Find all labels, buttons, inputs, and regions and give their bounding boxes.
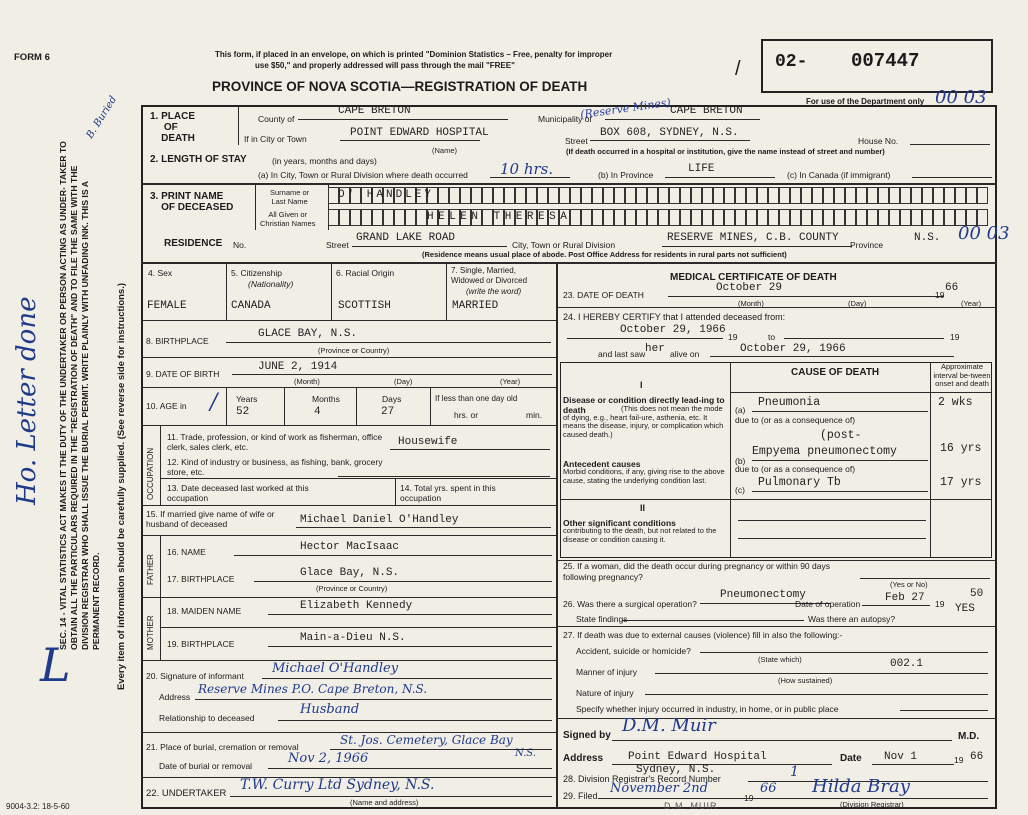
operation-date-label: Date of operation bbox=[795, 599, 861, 609]
nature-of-injury-label: Nature of injury bbox=[576, 688, 634, 698]
residence-division-value: RESERVE MINES, C.B. COUNTY bbox=[667, 232, 839, 244]
marital-status-value: MARRIED bbox=[452, 300, 499, 312]
residence-province-value: N.S. bbox=[914, 232, 941, 244]
letter-cell bbox=[878, 209, 889, 226]
informant-signature-label: 20. Signature of informant bbox=[146, 671, 244, 681]
cause-of-death-title: CAUSE OF DEATH bbox=[791, 367, 880, 378]
part-two-label: II bbox=[640, 503, 646, 513]
letter-cell bbox=[614, 187, 625, 204]
manner-of-injury-value: 002.1 bbox=[890, 658, 924, 670]
burial-place-value: St. Jos. Cemetery, Glace Bay bbox=[340, 733, 513, 747]
age-less-than-day-label: If less than one day old bbox=[435, 394, 518, 403]
letter-cell bbox=[702, 209, 713, 226]
length-of-stay-label: 2. LENGTH OF STAY bbox=[150, 154, 247, 165]
letter-cell bbox=[515, 187, 526, 204]
name-sublabel: (Name) bbox=[432, 146, 458, 155]
surname-value: O' HANDLEY bbox=[338, 189, 435, 201]
county-value: CAPE BRETON bbox=[338, 105, 411, 117]
letter-cell bbox=[570, 209, 581, 226]
father-birthplace-value: Glace Bay, N.S. bbox=[300, 567, 400, 579]
death-year-sublabel: (Year) bbox=[961, 299, 982, 308]
letter-cell bbox=[735, 187, 746, 204]
filed-label: 29. Filed bbox=[563, 791, 598, 801]
letter-cell bbox=[889, 187, 900, 204]
sex-label: 4. Sex bbox=[148, 268, 173, 278]
age-check-mark: / bbox=[210, 390, 218, 415]
signed-by-value: D.M. Muir bbox=[622, 715, 716, 736]
letter-cell bbox=[680, 209, 691, 226]
letter-cell bbox=[647, 209, 658, 226]
due-to-label-2: due to (or as a consequence of) bbox=[735, 464, 856, 474]
letter-cell bbox=[900, 209, 911, 226]
informant-signature-value: Michael O'Handley bbox=[272, 661, 399, 676]
industry-label: 12. Kind of industry or business, as fishing, bank, grocery store, etc. bbox=[167, 457, 383, 477]
date-of-birth-value: JUNE 2, 1914 bbox=[258, 361, 338, 373]
informant-address-label: Address bbox=[159, 692, 191, 702]
occupation-side-label: OCCUPATION bbox=[146, 447, 155, 500]
record-number-label: 28. Division Registrar's Record Number bbox=[563, 774, 721, 784]
date-of-death-century: 19 bbox=[935, 290, 945, 300]
attended-label: 24. I HEREBY CERTIFY that I attended deceased from: bbox=[563, 312, 786, 322]
letter-cell bbox=[504, 187, 515, 204]
letter-cell bbox=[713, 187, 724, 204]
stay-province-label: (b) In Province bbox=[598, 170, 654, 180]
trade-value: Housewife bbox=[398, 436, 458, 448]
mother-maiden-label: 18. MAIDEN NAME bbox=[167, 606, 242, 616]
letter-cell bbox=[757, 187, 768, 204]
letter-cell bbox=[878, 187, 889, 204]
registration-number-box bbox=[761, 39, 993, 93]
letter-cell bbox=[845, 209, 856, 226]
cause-c-value: Pulmonary Tb bbox=[758, 476, 841, 489]
burial-date-value: Nov 2, 1966 bbox=[288, 751, 369, 766]
injury-place-label: Specify whether injury occurred in industry, in home, or in public place bbox=[576, 704, 839, 714]
letter-cell bbox=[812, 187, 823, 204]
letter-cell bbox=[438, 187, 449, 204]
birthplace-value: GLACE BAY, N.S. bbox=[258, 328, 358, 340]
place-of-death-label: 1. PLACE OF DEATH bbox=[150, 111, 196, 144]
letter-cell bbox=[636, 209, 647, 226]
signed-address-label: Address bbox=[563, 753, 604, 764]
age-days-label: Days bbox=[382, 394, 402, 404]
letter-cell bbox=[449, 187, 460, 204]
residence-street-label: Street bbox=[326, 240, 349, 250]
letter-cell bbox=[856, 187, 867, 204]
envelope-note-1: This form, if placed in an envelope, on which is printed "Dominion Statistics – Free, penalty for improper bbox=[215, 50, 613, 59]
trade-label: 11. Trade, profession, or kind of work as fisherman, office clerk, sales clerk, etc. bbox=[167, 432, 383, 452]
letter-cell bbox=[471, 187, 482, 204]
residence-label: RESIDENCE bbox=[164, 238, 223, 249]
other-conditions-label: Other significant conditions bbox=[563, 518, 676, 528]
letter-cell bbox=[845, 187, 856, 204]
death-day-sublabel: (Day) bbox=[848, 299, 867, 308]
letter-cell bbox=[944, 209, 955, 226]
medical-certificate-title: MEDICAL CERTIFICATE OF DEATH bbox=[670, 272, 837, 283]
letter-cell bbox=[350, 209, 361, 226]
residence-no-label: No. bbox=[233, 240, 247, 250]
letter-cell bbox=[790, 187, 801, 204]
birthplace-sublabel: (Province or Country) bbox=[318, 346, 390, 355]
letter-cell bbox=[482, 187, 493, 204]
antecedent-label: Antecedent causes bbox=[563, 459, 641, 469]
letter-cell bbox=[339, 209, 350, 226]
margin-buried-note: B. Buried bbox=[84, 94, 120, 141]
pregnancy-question-label: 25. If a woman, did the death occur during pregnancy or within 90 days following pregnancy? bbox=[563, 561, 830, 582]
letter-cell bbox=[922, 209, 933, 226]
letter-cell bbox=[581, 187, 592, 204]
letter-cell bbox=[658, 187, 669, 204]
given-names-value: HELEN THERESA bbox=[427, 211, 572, 223]
municipality-label: Municipality of bbox=[538, 114, 592, 124]
margin-letter-note: Ho. Letter done bbox=[12, 296, 42, 505]
vital-statistics-act-note: SEC. 14 - VITAL STATISTICS ACT MAKES IT THE DUTY OF THE UNDERTAKER OR PERSON ACTING AS UNDER- TAKER TO OBTAIN ALL THE PARTICULARS REQUIRED IN THE "REGISTRATION OF DEATH" AND TO FILE THE SAME WITH THE DIVISION REGISTRAR WHO SHALL ISSUE THE BURIAL PERMIT. WRITE PLAINLY WITH UNFADING INK. THIS IS A PERMANENT RECORD. bbox=[58, 141, 101, 650]
date-of-death-label: 23. DATE OF DEATH bbox=[563, 290, 644, 300]
county-label: County of bbox=[258, 114, 295, 124]
dob-year-sublabel: (Year) bbox=[500, 377, 521, 386]
envelope-note-2: use $50," and properly addressed will pass through the mail "FREE" bbox=[255, 61, 515, 70]
letter-cell bbox=[900, 187, 911, 204]
street-value: BOX 608, SYDNEY, N.S. bbox=[600, 127, 739, 139]
relationship-value: Husband bbox=[300, 702, 360, 717]
sex-value: FEMALE bbox=[147, 300, 187, 312]
letter-cell bbox=[757, 209, 768, 226]
citizenship-label: 5. Citizenship bbox=[231, 268, 283, 278]
cause-c-marker: (c) bbox=[735, 485, 745, 495]
alive-on-label: alive on bbox=[670, 349, 700, 359]
letter-cell bbox=[372, 209, 383, 226]
stamp-text: D.M. MUIR bbox=[664, 801, 718, 811]
mother-birthplace-label: 19. BIRTHPLACE bbox=[167, 639, 235, 649]
registrar-signature: Hilda Bray bbox=[812, 776, 910, 797]
signed-date-century: 19 bbox=[954, 755, 964, 765]
letter-cell bbox=[592, 187, 603, 204]
letter-cell bbox=[647, 187, 658, 204]
age-minutes-label: min. bbox=[526, 410, 543, 420]
letter-cell bbox=[537, 187, 548, 204]
letter-cell bbox=[383, 209, 394, 226]
external-causes-label: 27. If death was due to external causes (violence) fill in also the following:- bbox=[563, 630, 843, 640]
age-label: 10. AGE in bbox=[146, 401, 187, 411]
given-names-label: All Given or Christian Names bbox=[260, 210, 316, 228]
signed-date-year: 66 bbox=[970, 751, 984, 763]
pregnancy-sublabel: (Yes or No) bbox=[890, 580, 928, 589]
letter-cell bbox=[570, 187, 581, 204]
dob-month-sublabel: (Month) bbox=[294, 377, 320, 386]
letter-cell bbox=[405, 209, 416, 226]
undertaker-label: 22. UNDERTAKER bbox=[146, 788, 227, 799]
letter-cell bbox=[768, 187, 779, 204]
signed-address-value: Point Edward Hospital bbox=[628, 751, 767, 763]
letter-cell bbox=[691, 187, 702, 204]
letter-cell bbox=[823, 209, 834, 226]
death-month-sublabel: (Month) bbox=[738, 299, 764, 308]
accident-label: Accident, suicide or homicide? bbox=[576, 646, 691, 656]
burial-date-label: Date of burial or removal bbox=[159, 761, 253, 771]
direct-cause-label: Disease or condition directly lead-ing to death bbox=[563, 395, 725, 415]
letter-cell bbox=[526, 187, 537, 204]
letter-cell bbox=[746, 209, 757, 226]
age-months-label: Months bbox=[312, 394, 340, 404]
operation-date-century: 19 bbox=[935, 599, 945, 609]
letter-cell bbox=[867, 187, 878, 204]
letter-cell bbox=[779, 209, 790, 226]
date-of-death-value: October 29 bbox=[716, 282, 783, 294]
letter-cell bbox=[581, 209, 592, 226]
letter-cell bbox=[823, 187, 834, 204]
autopsy-label: Was there an autopsy? bbox=[808, 614, 896, 624]
manner-of-injury-label: Manner of injury bbox=[576, 667, 637, 677]
letter-cell bbox=[548, 187, 559, 204]
burial-place-label: 21. Place of burial, cremation or removal bbox=[146, 742, 299, 752]
how-sustained-sublabel: (How sustained) bbox=[778, 676, 833, 685]
letter-cell bbox=[834, 187, 845, 204]
house-number-label: House No. bbox=[858, 136, 899, 146]
print-name-label: 3. PRINT NAME OF DECEASED bbox=[150, 191, 234, 213]
cause-a-value: Pneumonia bbox=[758, 396, 821, 409]
md-label: M.D. bbox=[958, 731, 980, 742]
stay-province-value: LIFE bbox=[688, 163, 715, 175]
letter-cell bbox=[625, 187, 636, 204]
letter-cell bbox=[856, 209, 867, 226]
surgical-operation-value: Pneumonectomy bbox=[720, 589, 806, 601]
residence-street-value: GRAND LAKE ROAD bbox=[356, 232, 456, 244]
cause-b-marker: (b) bbox=[735, 456, 746, 466]
letter-cell bbox=[746, 187, 757, 204]
father-birthplace-label: 17. BIRTHPLACE bbox=[167, 574, 235, 584]
letter-cell bbox=[933, 209, 944, 226]
letter-cell bbox=[955, 187, 966, 204]
letter-cell bbox=[460, 187, 471, 204]
letter-cell bbox=[636, 187, 647, 204]
letter-cell bbox=[493, 187, 504, 204]
stay-city-value: 10 hrs. bbox=[500, 160, 554, 178]
letter-cell bbox=[944, 187, 955, 204]
surgical-operation-label: 26. Was there a surgical operation? bbox=[563, 599, 697, 609]
letter-cell bbox=[669, 187, 680, 204]
attended-from-value: October 29, 1966 bbox=[620, 324, 726, 336]
registrar-sublabel: (Division Registrar) bbox=[840, 800, 904, 809]
state-which-sublabel: (State which) bbox=[758, 655, 802, 664]
undertaker-value: T.W. Curry Ltd Sydney, N.S. bbox=[240, 777, 435, 793]
letter-cell bbox=[680, 187, 691, 204]
residence-division-label: City, Town or Rural Division bbox=[512, 240, 616, 250]
letter-cell bbox=[768, 209, 779, 226]
city-label: If in City or Town bbox=[244, 134, 307, 144]
letter-cell bbox=[724, 187, 735, 204]
letter-cell bbox=[361, 209, 372, 226]
letter-cell bbox=[724, 209, 735, 226]
registration-number: 007447 bbox=[851, 50, 920, 72]
mother-birthplace-value: Main-a-Dieu N.S. bbox=[300, 632, 406, 644]
signed-date-label: Date bbox=[840, 753, 862, 764]
attended-from-century: 19 bbox=[728, 332, 738, 342]
citizenship-value: CANADA bbox=[231, 300, 271, 312]
cause-b-value: Empyema pneumonectomy bbox=[752, 445, 897, 458]
burial-place-province: N.S. bbox=[515, 748, 536, 759]
age-years-label: Years bbox=[236, 394, 258, 404]
residence-corner-code: 00 03 bbox=[958, 223, 1010, 244]
dob-day-sublabel: (Day) bbox=[394, 377, 413, 386]
registration-prefix: 02- bbox=[775, 52, 808, 72]
direct-cause-note: (This does not mean the mode of dying, e.g., heart fail-ure, asthenia, etc. It means the disease, injury, or complication which caused death.) bbox=[563, 404, 724, 439]
cause-a-marker: (a) bbox=[735, 405, 746, 415]
birthplace-label: 8. BIRTHPLACE bbox=[146, 336, 209, 346]
date-of-death-year: 66 bbox=[945, 282, 959, 294]
letter-cell bbox=[592, 209, 603, 226]
letter-cell bbox=[614, 209, 625, 226]
undertaker-sublabel: (Name and address) bbox=[350, 798, 419, 807]
corner-code: 00 03 bbox=[935, 87, 987, 108]
hospital-note: (If death occurred in a hospital or institution, give the name instead of street and number) bbox=[566, 147, 885, 156]
marital-status-label: 7. Single, Married, Widowed or Divorced bbox=[451, 266, 528, 285]
part-one-label: I bbox=[640, 380, 643, 390]
cause-c-interval: 17 yrs bbox=[940, 476, 982, 489]
letter-cell bbox=[559, 187, 570, 204]
age-months-value: 4 bbox=[314, 406, 321, 418]
operation-date-value: Feb 27 bbox=[885, 592, 925, 604]
filed-value: November 2nd bbox=[610, 781, 708, 796]
letter-cell bbox=[911, 209, 922, 226]
letter-cell bbox=[966, 187, 977, 204]
letter-cell bbox=[889, 209, 900, 226]
form-number: FORM 6 bbox=[14, 52, 50, 63]
street-correction: (Reserve Mines) bbox=[579, 95, 672, 122]
cause-b-prefix: (post- bbox=[820, 429, 862, 442]
stay-unit-label: (in years, months and days) bbox=[272, 156, 377, 166]
letter-cell bbox=[416, 209, 427, 226]
letter-cell bbox=[713, 209, 724, 226]
stay-city-label: (a) In City, Town or Rural Division where death occurred bbox=[258, 170, 468, 180]
municipality-value: CAPE BRETON bbox=[670, 105, 743, 117]
letter-cell bbox=[735, 209, 746, 226]
letter-cell bbox=[933, 187, 944, 204]
form-title: PROVINCE OF NOVA SCOTIA—REGISTRATION OF DEATH bbox=[212, 79, 588, 94]
letter-cell bbox=[801, 209, 812, 226]
age-hours-label: hrs. or bbox=[454, 410, 479, 420]
informant-address-value: Reserve Mines P.O. Cape Breton, N.S. bbox=[198, 682, 428, 696]
signed-city-value: Sydney, N.S. bbox=[636, 764, 716, 776]
total-years-label: 14. Total yrs. spent in this occupation bbox=[400, 483, 496, 503]
cause-b-interval: 16 yrs bbox=[940, 442, 982, 455]
spouse-label: 15. If married give name of wife or husband of deceased bbox=[146, 509, 275, 529]
letter-cell bbox=[625, 209, 636, 226]
letter-cell bbox=[702, 187, 713, 204]
father-name-label: 16. NAME bbox=[167, 547, 206, 557]
last-worked-label: 13. Date deceased last worked at this occupation bbox=[167, 483, 309, 503]
last-saw-her: her bbox=[645, 343, 665, 355]
operation-date-year: 50 bbox=[970, 588, 984, 600]
due-to-label-1: due to (or as a consequence of) bbox=[735, 415, 856, 425]
signed-by-label: Signed by bbox=[563, 730, 611, 741]
letter-cell bbox=[691, 209, 702, 226]
record-number-value: 1 bbox=[790, 764, 799, 780]
filed-year: 66 bbox=[760, 781, 777, 796]
letter-cell bbox=[328, 209, 339, 226]
attended-to-century: 19 bbox=[950, 332, 960, 342]
form-code: 9004-3.2: 18-5-60 bbox=[6, 802, 70, 811]
date-of-birth-label: 9. DATE OF BIRTH bbox=[146, 369, 220, 379]
department-use-note: For use of the Department only bbox=[806, 97, 925, 106]
racial-origin-label: 6. Racial Origin bbox=[336, 268, 395, 278]
signed-date-value: Nov 1 bbox=[884, 751, 918, 763]
street-label: Street bbox=[565, 136, 588, 146]
city-value: POINT EDWARD HOSPITAL bbox=[350, 127, 489, 139]
letter-cell bbox=[658, 209, 669, 226]
relationship-label: Relationship to deceased bbox=[159, 713, 255, 723]
letter-cell bbox=[911, 187, 922, 204]
attended-to-label: to bbox=[768, 332, 776, 342]
instructions-note: Every item of information should be carefully supplied. (See reverse side for instructions.) bbox=[116, 282, 127, 690]
letter-cell bbox=[669, 209, 680, 226]
last-saw-label: and last saw bbox=[598, 349, 646, 359]
residence-province-label: Province bbox=[850, 240, 884, 250]
letter-cell bbox=[922, 187, 933, 204]
letter-cell bbox=[977, 187, 988, 204]
letter-cell bbox=[812, 209, 823, 226]
father-side-label: FATHER bbox=[146, 554, 155, 585]
interval-label: Approximate interval be-tween onset and death bbox=[933, 362, 991, 388]
autopsy-value: YES bbox=[955, 603, 975, 615]
letter-cell bbox=[790, 209, 801, 226]
mother-maiden-value: Elizabeth Kennedy bbox=[300, 600, 413, 612]
letter-cell bbox=[867, 209, 878, 226]
racial-origin-value: SCOTTISH bbox=[338, 300, 391, 312]
letter-cell bbox=[834, 209, 845, 226]
age-days-value: 27 bbox=[381, 406, 395, 418]
cause-a-interval: 2 wks bbox=[938, 396, 973, 409]
slash-mark: / bbox=[735, 58, 741, 80]
filed-century: 19 bbox=[744, 793, 754, 803]
father-name-value: Hector MacIsaac bbox=[300, 541, 400, 553]
father-birthplace-sublabel: (Province or Country) bbox=[316, 584, 388, 593]
mother-side-label: MOTHER bbox=[146, 615, 155, 650]
stay-canada-label: (c) In Canada (if immigrant) bbox=[787, 170, 891, 180]
antecedent-note: Morbid conditions, if any, giving rise to the above cause, stating the underlying condition last. bbox=[563, 467, 725, 485]
findings-label: State findings bbox=[576, 614, 628, 624]
spouse-value: Michael Daniel O'Handley bbox=[300, 514, 459, 526]
marital-status-sublabel: (write the word) bbox=[466, 287, 522, 296]
age-years-value: 52 bbox=[236, 406, 250, 418]
surname-label: Surname or Last Name bbox=[270, 188, 310, 206]
letter-cell bbox=[779, 187, 790, 204]
margin-check-mark: L bbox=[40, 638, 71, 692]
letter-cell bbox=[801, 187, 812, 204]
letter-cell bbox=[394, 209, 405, 226]
last-saw-value: October 29, 1966 bbox=[740, 343, 846, 355]
letter-cell bbox=[603, 187, 614, 204]
citizenship-sublabel: (Nationality) bbox=[248, 279, 294, 289]
other-conditions-note: contributing to the death, but not related to the disease or condition causing it. bbox=[563, 526, 717, 544]
letter-cell bbox=[603, 209, 614, 226]
residence-note: (Residence means usual place of abode. Post Office Address for residents in rural parts not sufficient) bbox=[422, 250, 787, 259]
